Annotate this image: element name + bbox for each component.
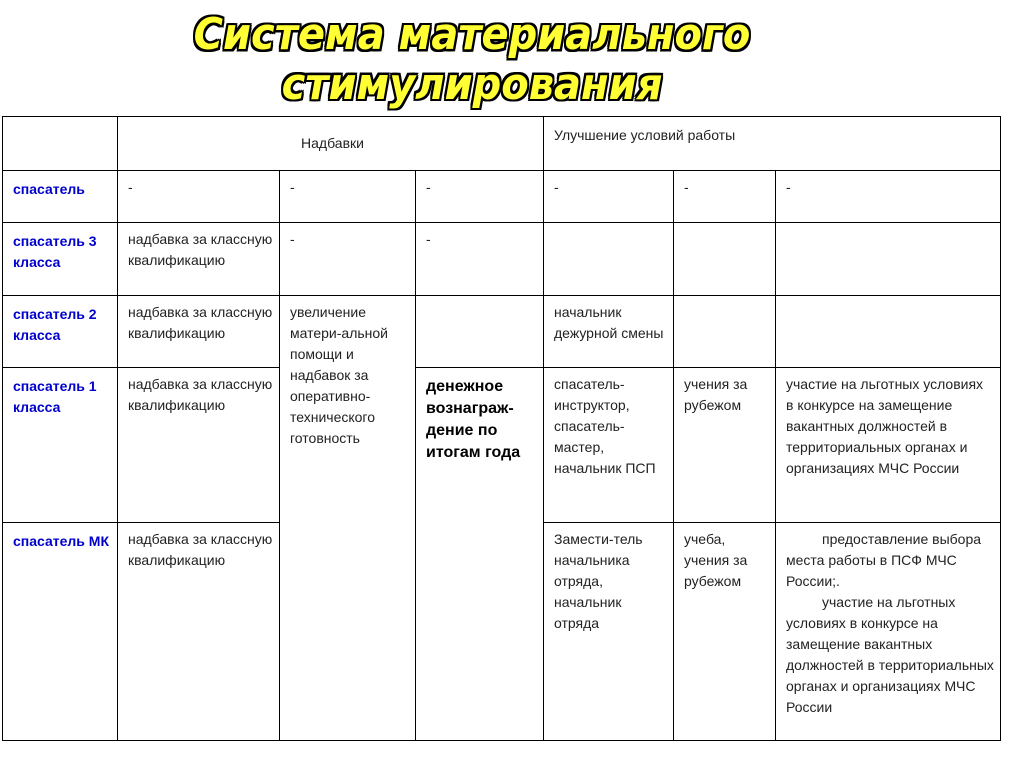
- table-cell: [416, 296, 544, 368]
- table-cell: начальник дежурной смены: [544, 296, 674, 368]
- stimulation-table: [2, 116, 1001, 741]
- paragraph: [786, 592, 994, 718]
- table-cell: надбавка за классную квалификацию: [118, 368, 280, 523]
- paragraph-text: предоставление выбора места работы в ПСФ МЧС России;.: [786, 531, 982, 589]
- table-cell: [776, 523, 1001, 741]
- header-allowances: Надбавки: [118, 117, 544, 171]
- paragraph-text: участие на льготных условиях в конкурсе на замещение вакантных должностей в территориальных органах и организациях МЧС России: [786, 594, 994, 715]
- material-aid-cell: увеличение матери-альной помощи и надбавок за оперативно-технического готовность: [280, 296, 416, 741]
- table-cell: Замести-тель начальника отряда, начальник отряда: [544, 523, 674, 741]
- header-row: [3, 117, 1001, 171]
- table-cell: спасатель-инструктор, спасатель-мастер, начальник ПСП: [544, 368, 674, 523]
- rank-cell: спасатель 1 класса: [3, 368, 118, 523]
- table-row: [3, 171, 1001, 223]
- rank-cell: спасатель 3 класса: [3, 223, 118, 296]
- rank-cell: спасатель 2 класса: [3, 296, 118, 368]
- table-cell: учения за рубежом: [674, 368, 776, 523]
- rank-cell: спасатель МК: [3, 523, 118, 741]
- table-cell: -: [280, 171, 416, 223]
- header-conditions: Улучшение условий работы: [544, 117, 1001, 171]
- table-row: [3, 223, 1001, 296]
- table-cell: учеба, учения за рубежом: [674, 523, 776, 741]
- paragraph: [786, 529, 994, 592]
- table-cell: [674, 296, 776, 368]
- table-row: [3, 296, 1001, 368]
- table-cell: -: [776, 171, 1001, 223]
- table-cell: участие на льготных условиях в конкурсе на замещение вакантных должностей в территориальных органах и организациях МЧС России: [776, 368, 1001, 523]
- table-cell: [674, 223, 776, 296]
- table-cell: -: [280, 223, 416, 296]
- table-cell: [776, 296, 1001, 368]
- table-cell: надбавка за классную квалификацию: [118, 223, 280, 296]
- table-cell: -: [416, 223, 544, 296]
- header-empty-cell: [3, 117, 118, 171]
- table-cell: надбавка за классную квалификацию: [118, 523, 280, 741]
- reward-cell: денежное вознаграж-дение по итогам года: [416, 368, 544, 741]
- table-cell: надбавка за классную квалификацию: [118, 296, 280, 368]
- rank-cell: спасатель: [3, 171, 118, 223]
- table-cell: -: [674, 171, 776, 223]
- table-cell: -: [544, 171, 674, 223]
- table-cell: [776, 223, 1001, 296]
- page-title: Система материального стимулирования: [193, 10, 751, 110]
- table-cell: -: [118, 171, 280, 223]
- table-row: [3, 368, 1001, 523]
- table-cell: -: [416, 171, 544, 223]
- table-cell: [544, 223, 674, 296]
